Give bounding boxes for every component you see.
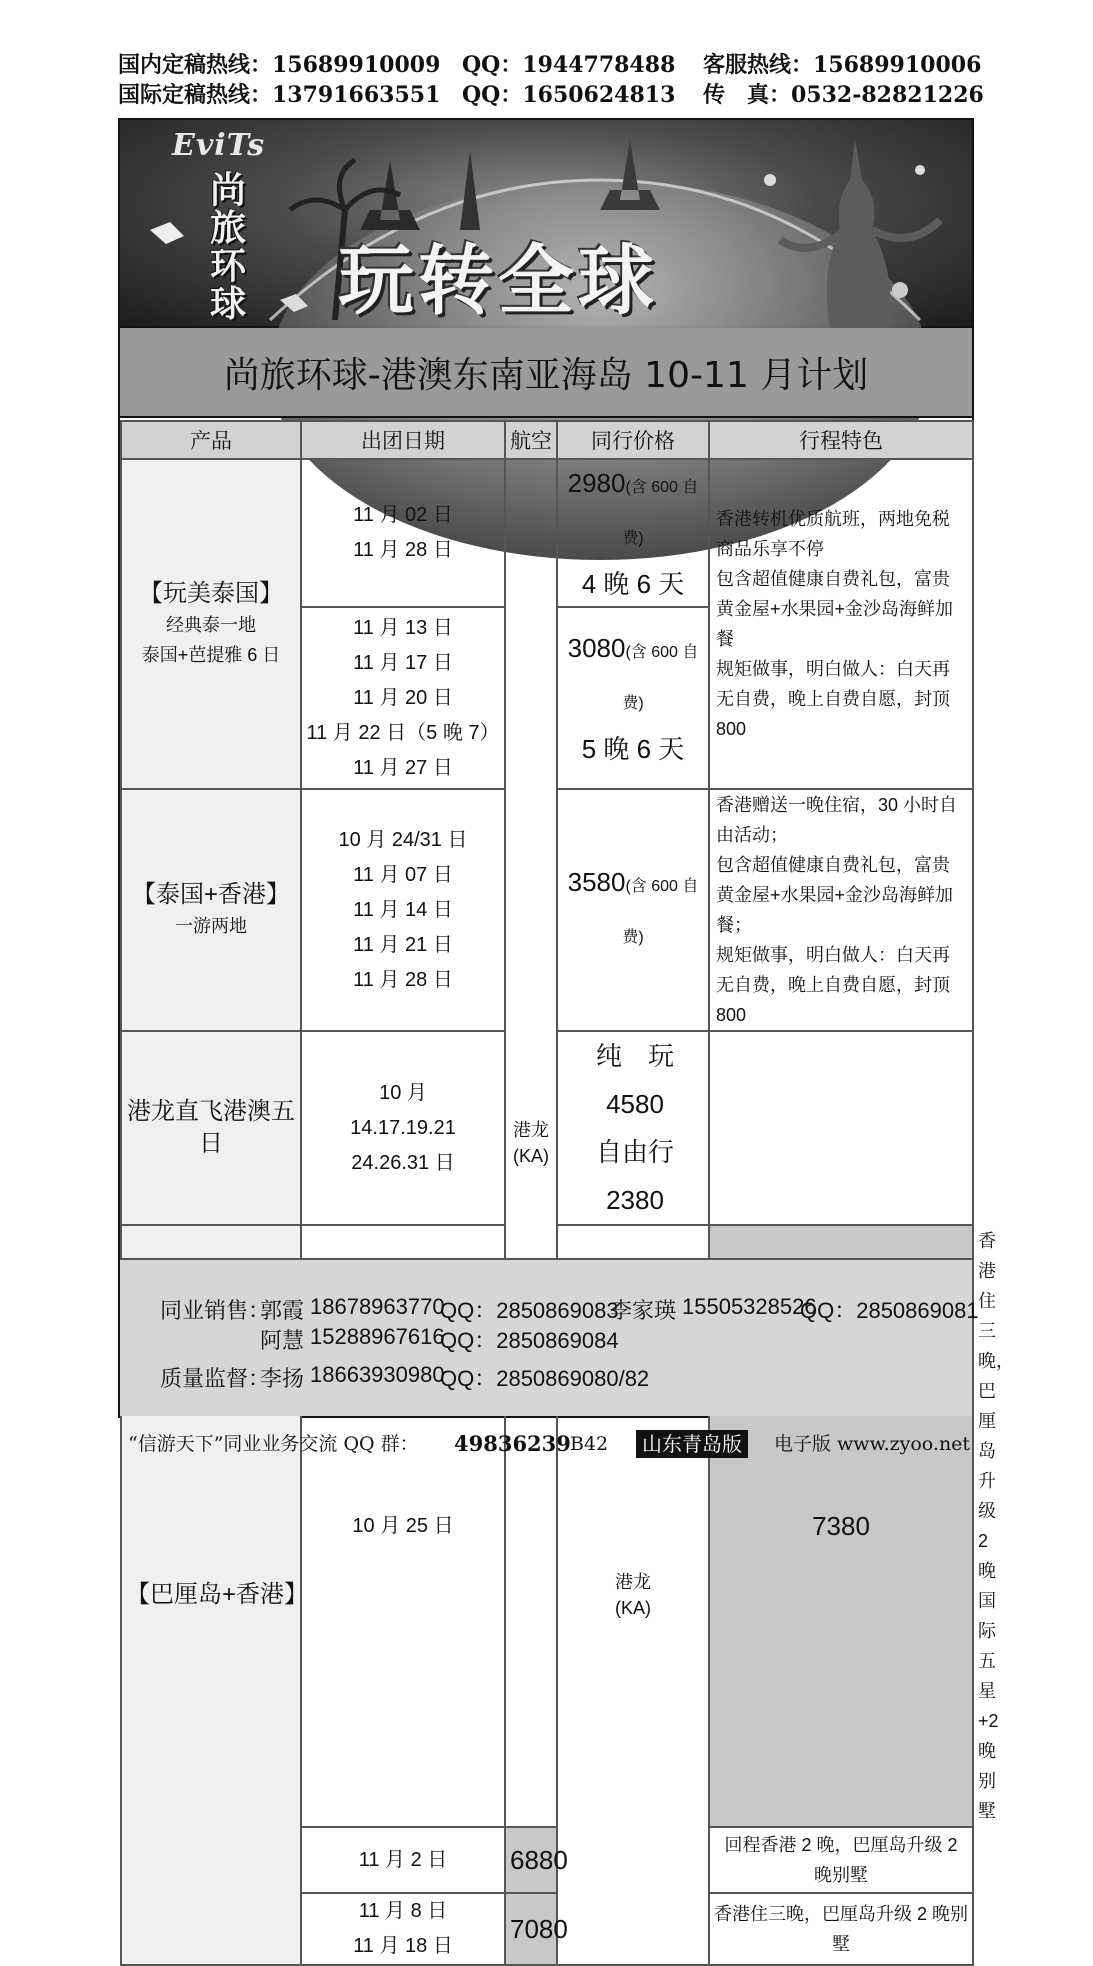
product-thailand-hongkong — [121, 789, 301, 1031]
contacts-panel — [120, 1258, 979, 1416]
feature-line: 香港赠送一晚住宿，30 小时自由活动； — [716, 795, 958, 845]
price-value — [562, 625, 704, 727]
brand-name-vertical — [202, 172, 254, 324]
product-subtitle: 一游两地 — [175, 916, 247, 936]
contact-phone: 15505328526 — [682, 1294, 817, 1319]
contact-phone: 18678963770 — [310, 1294, 445, 1319]
product-subtitle: 经典泰一地 — [166, 615, 256, 635]
date-item: 11 月 07 日 — [353, 863, 453, 886]
banner-slogan: 玩转全球 — [338, 236, 658, 325]
departure-dates — [301, 459, 505, 607]
brand-char: 环 — [209, 246, 246, 287]
price-cell — [557, 1031, 709, 1225]
price-amount: 3080 — [567, 633, 626, 663]
table-row: 【巴厘岛+香港】 10 月 25 日 港龙 (KA) 7380 香港住三晚，巴厘岛升级 2 晚国际五星+2 晚别墅 — [121, 1225, 973, 1827]
schedule-table — [120, 420, 1014, 1966]
trip-duration: 5 晚 6 天 — [581, 734, 685, 764]
airline-code: (KA) — [513, 1146, 549, 1166]
departure-dates — [301, 1893, 505, 1965]
price-cell — [557, 459, 709, 607]
date-item: 11 月 02 日 — [353, 504, 453, 526]
contact-qq: QQ：2850869084 — [440, 1328, 619, 1353]
sales-label: 同业销售： — [160, 1298, 271, 1323]
product-hk-macau — [121, 1031, 301, 1225]
price-note: (含 600 自费) — [622, 644, 699, 712]
departure-dates — [301, 1031, 505, 1225]
contact-name: 李家瑛 — [610, 1298, 677, 1323]
price-amount: 2980 — [567, 468, 626, 498]
feature-line: 规矩做事，明白做人：白天再无自费，晚上自费自愿，封顶 800 — [716, 945, 950, 1025]
domestic-hotline: 国内定稿热线：15689910009 — [118, 52, 441, 78]
domestic-qq: QQ：1944778488 — [462, 52, 676, 78]
contact-name: 阿慧 — [260, 1328, 305, 1353]
date-item: 14.17.19.21 — [350, 1116, 456, 1139]
banner — [120, 120, 972, 328]
price-cell: 6880 — [505, 1827, 557, 1893]
features-cell — [709, 789, 973, 1031]
departure-dates — [301, 789, 505, 1031]
date-item: 10 月 — [379, 1081, 427, 1104]
price-note: (含 600 自费) — [622, 878, 699, 946]
airline-cell — [505, 459, 557, 1827]
qq-group-number: 49836239 — [454, 1431, 571, 1456]
airline-name: 港龙 — [615, 1572, 651, 1592]
price-value — [562, 460, 704, 562]
price-option: 自由行 2380 — [595, 1137, 674, 1215]
date-item: 11 月 27 日 — [353, 756, 453, 779]
hotline-row-2 — [118, 80, 984, 110]
price-value — [562, 859, 704, 961]
contact-qq: QQ：2850869080/82 — [440, 1366, 650, 1391]
date-item: 11 月 17 日 — [353, 651, 453, 674]
hotline-header — [118, 50, 984, 110]
col-header-price: 同行价格 — [557, 421, 709, 459]
feature-line: 规矩做事，明白做人：白天再无自费，晚上自费自愿，封顶 800 — [716, 659, 950, 739]
departure-dates — [301, 1827, 505, 1893]
date-item: 11 月 21 日 — [353, 933, 453, 956]
product-name: 【泰国+香港】 — [131, 881, 290, 908]
product-name: 【玩美泰国】 — [139, 580, 283, 607]
price-option: 纯 玩 4580 — [595, 1041, 674, 1119]
price-cell: 7080 — [505, 1893, 557, 1965]
contact-qq: QQ：2850869081 — [800, 1298, 979, 1323]
table-header-row — [121, 421, 973, 459]
col-header-dates: 出团日期 — [301, 421, 505, 459]
col-header-airline: 航空 — [505, 421, 557, 459]
product-name: 港龙直飞港澳五日 — [127, 1098, 295, 1157]
edition-badge: 山东青岛版 — [636, 1430, 748, 1458]
quality-label: 质量监督： — [160, 1366, 271, 1391]
departure-dates — [301, 607, 505, 789]
contact-qq: QQ：2850869083 — [440, 1298, 619, 1323]
date-item: 11 月 20 日 — [353, 686, 453, 709]
date-item: 11 月 22 日（5 晚 7） — [306, 721, 500, 744]
features-cell — [709, 1031, 973, 1225]
brand-char: 尚 — [209, 170, 246, 211]
price-cell — [557, 607, 709, 789]
qq-group-label: “信游天下”同业业务交流 QQ 群： — [128, 1433, 419, 1455]
features-cell — [709, 459, 973, 789]
airline-code: (KA) — [615, 1598, 651, 1618]
features-cell: 香港住三晚，巴厘岛升级 2 晚别墅 — [709, 1893, 973, 1965]
contact-name: 李扬 — [260, 1366, 305, 1391]
feature-line: 包含超值健康自费礼包，富贵黄金屋+水果园+金沙岛海鲜加餐； — [716, 855, 954, 935]
brand-logo: EviTs — [172, 128, 266, 163]
date-item: 10 月 25 日 — [352, 1514, 454, 1537]
page-number: B42 — [570, 1433, 609, 1455]
contact-phone: 15288967616 — [310, 1324, 445, 1349]
intl-hotline: 国际定稿热线：13791663551 — [118, 82, 441, 108]
price-amount: 3580 — [567, 867, 626, 897]
intl-qq: QQ：1650624813 — [462, 82, 676, 108]
brand-char: 球 — [209, 284, 246, 325]
date-item: 11 月 18 日 — [353, 1935, 453, 1957]
feature-line: 包含超值健康自费礼包，富贵黄金屋+水果园+金沙岛海鲜加餐 — [716, 569, 954, 649]
price-cell: 7380 — [709, 1225, 973, 1827]
date-item: 11 月 8 日 — [358, 1900, 448, 1922]
date-item: 24.26.31 日 — [351, 1151, 455, 1174]
service-hotline: 客服热线：15689910006 — [703, 52, 982, 78]
website-link[interactable]: 电子版 www.zyoo.net — [774, 1433, 971, 1455]
contact-phone: 18663930980 — [310, 1362, 445, 1387]
product-name: 【巴厘岛+香港】 — [126, 1581, 309, 1608]
trip-duration: 4 晚 6 天 — [581, 569, 685, 599]
col-header-product: 产品 — [121, 421, 301, 459]
date-item: 10 月 24/31 日 — [338, 828, 468, 851]
footer-line — [128, 1430, 974, 1460]
date-item: 11 月 13 日 — [353, 616, 453, 639]
date-item: 11 月 2 日 — [358, 1848, 448, 1871]
col-header-features: 行程特色 — [709, 421, 973, 459]
date-item: 11 月 28 日 — [353, 968, 453, 991]
fax-number: 传 真：0532-82821226 — [703, 82, 984, 108]
airline-name: 港龙 — [513, 1120, 549, 1140]
product-subtitle: 泰国+芭提雅 6 日 — [141, 645, 281, 665]
contact-name: 郭霞 — [260, 1298, 305, 1323]
page-title: 尚旅环球-港澳东南亚海岛 10-11 月计划 — [120, 328, 972, 418]
table-row — [121, 459, 973, 607]
features-cell: 回程香港 2 晚，巴厘岛升级 2 晚别墅 — [709, 1827, 973, 1893]
product-thailand — [121, 459, 301, 789]
feature-line: 香港转机优质航班，两地免税商品乐享不停 — [716, 509, 950, 559]
hotline-row-1 — [118, 50, 982, 80]
date-item: 11 月 28 日 — [353, 539, 453, 561]
price-cell — [557, 789, 709, 1031]
price-note: (含 600 自费) — [622, 479, 699, 547]
brand-char: 旅 — [209, 208, 246, 249]
date-item: 11 月 14 日 — [353, 898, 453, 921]
